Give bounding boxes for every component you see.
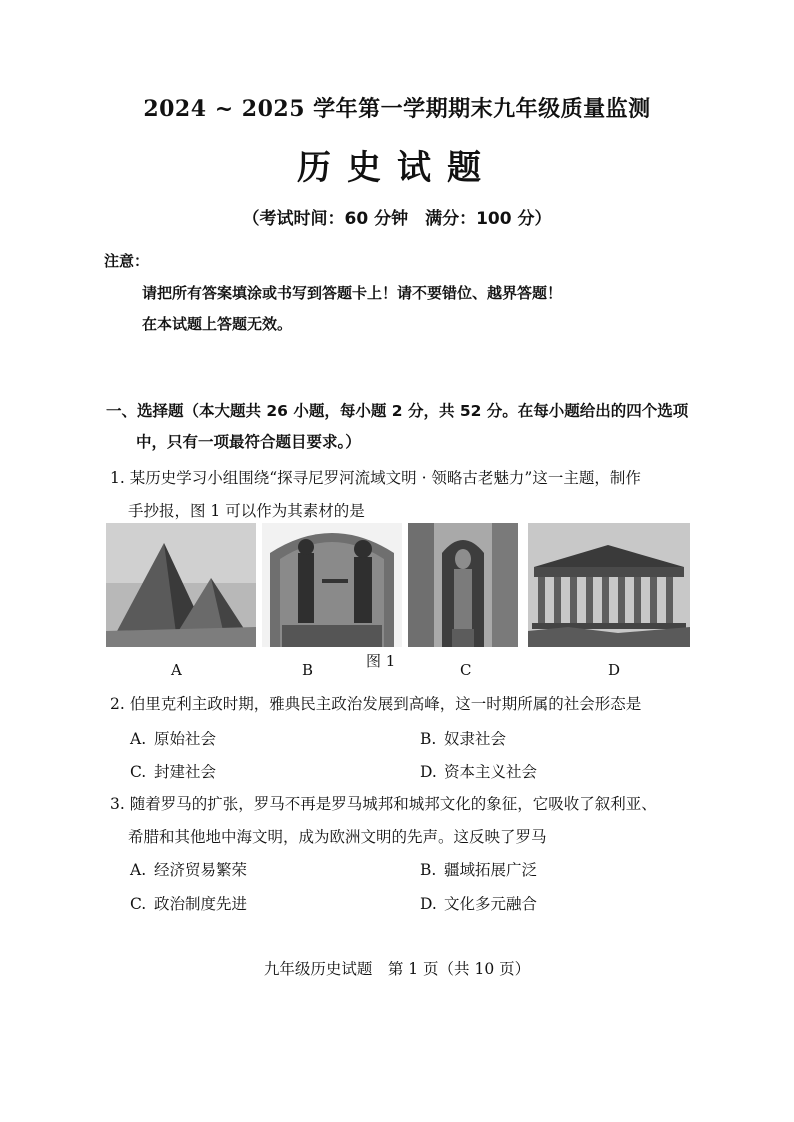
question-2 (110, 688, 700, 721)
exam-header-title: 2024 ~ 2025 学年第一学期期末九年级质量监测 (143, 96, 651, 122)
question-2-option-b[interactable]: B. 奴隶社会 (420, 730, 507, 748)
question-1-line-1: 1. 某历史学习小组围绕“探寻尼罗河流域文明 · 领略古老魅力”这一主题，制作 (110, 469, 641, 487)
question-3-option-b[interactable]: B. 疆域拓展广泛 (420, 861, 538, 879)
question-3 (110, 788, 700, 854)
figure-caption: 图 1 (366, 652, 396, 670)
question-2-line-1: 2. 伯里克利主政时期，雅典民主政治发展到高峰，这一时期所属的社会形态是 (110, 695, 642, 713)
buddha-statue-image (408, 523, 518, 647)
question-3-line-2: 希腊和其他地中海文明，成为欧洲文明的先声。这反映了罗马 (128, 828, 547, 846)
section-1-heading-line-1: 一、选择题（本大题共 26 小题，每小题 2 分，共 52 分。在每小题给出的四个选项 (106, 402, 689, 420)
figure-label-d: D (608, 661, 621, 679)
page-footer: 九年级历史试题 第 1 页（共 10 页） (263, 960, 531, 978)
stele-image (262, 523, 402, 647)
figure-label-c: C (460, 661, 472, 679)
question-3-option-c[interactable]: C. 政治制度先进 (130, 895, 248, 913)
question-2-option-d[interactable]: D. 资本主义社会 (420, 763, 538, 781)
question-2-option-c[interactable]: C. 封建社会 (130, 763, 217, 781)
figure-label-b: B (302, 661, 314, 679)
notice-line-1: 请把所有答案填涂或书写到答题卡上！请不要错位、越界答题！ (142, 284, 563, 302)
section-1-heading (106, 396, 706, 458)
question-3-line-1: 3. 随着罗马的扩张，罗马不再是罗马城邦和城邦文化的象征，它吸收了叙利亚、 (110, 795, 657, 813)
notice-label: 注意： (104, 252, 150, 270)
figure-label-a: A (171, 661, 182, 679)
section-1-heading-line-2: 中，只有一项最符合题目要求。） (136, 433, 361, 451)
parthenon-image (528, 523, 690, 647)
subject-title: 历史试题 (297, 148, 497, 188)
question-2-option-a[interactable]: A. 原始社会 (130, 730, 217, 748)
question-3-option-d[interactable]: D. 文化多元融合 (420, 895, 538, 913)
notice-line-2: 在本试题上答题无效。 (142, 315, 293, 333)
question-1 (110, 462, 700, 528)
exam-info: （考试时间：60 分钟 满分：100 分） (242, 209, 552, 229)
pyramids-image (106, 523, 256, 647)
question-1-line-2: 手抄报，图 1 可以作为其素材的是 (128, 502, 365, 520)
question-3-option-a[interactable]: A. 经济贸易繁荣 (130, 861, 248, 879)
